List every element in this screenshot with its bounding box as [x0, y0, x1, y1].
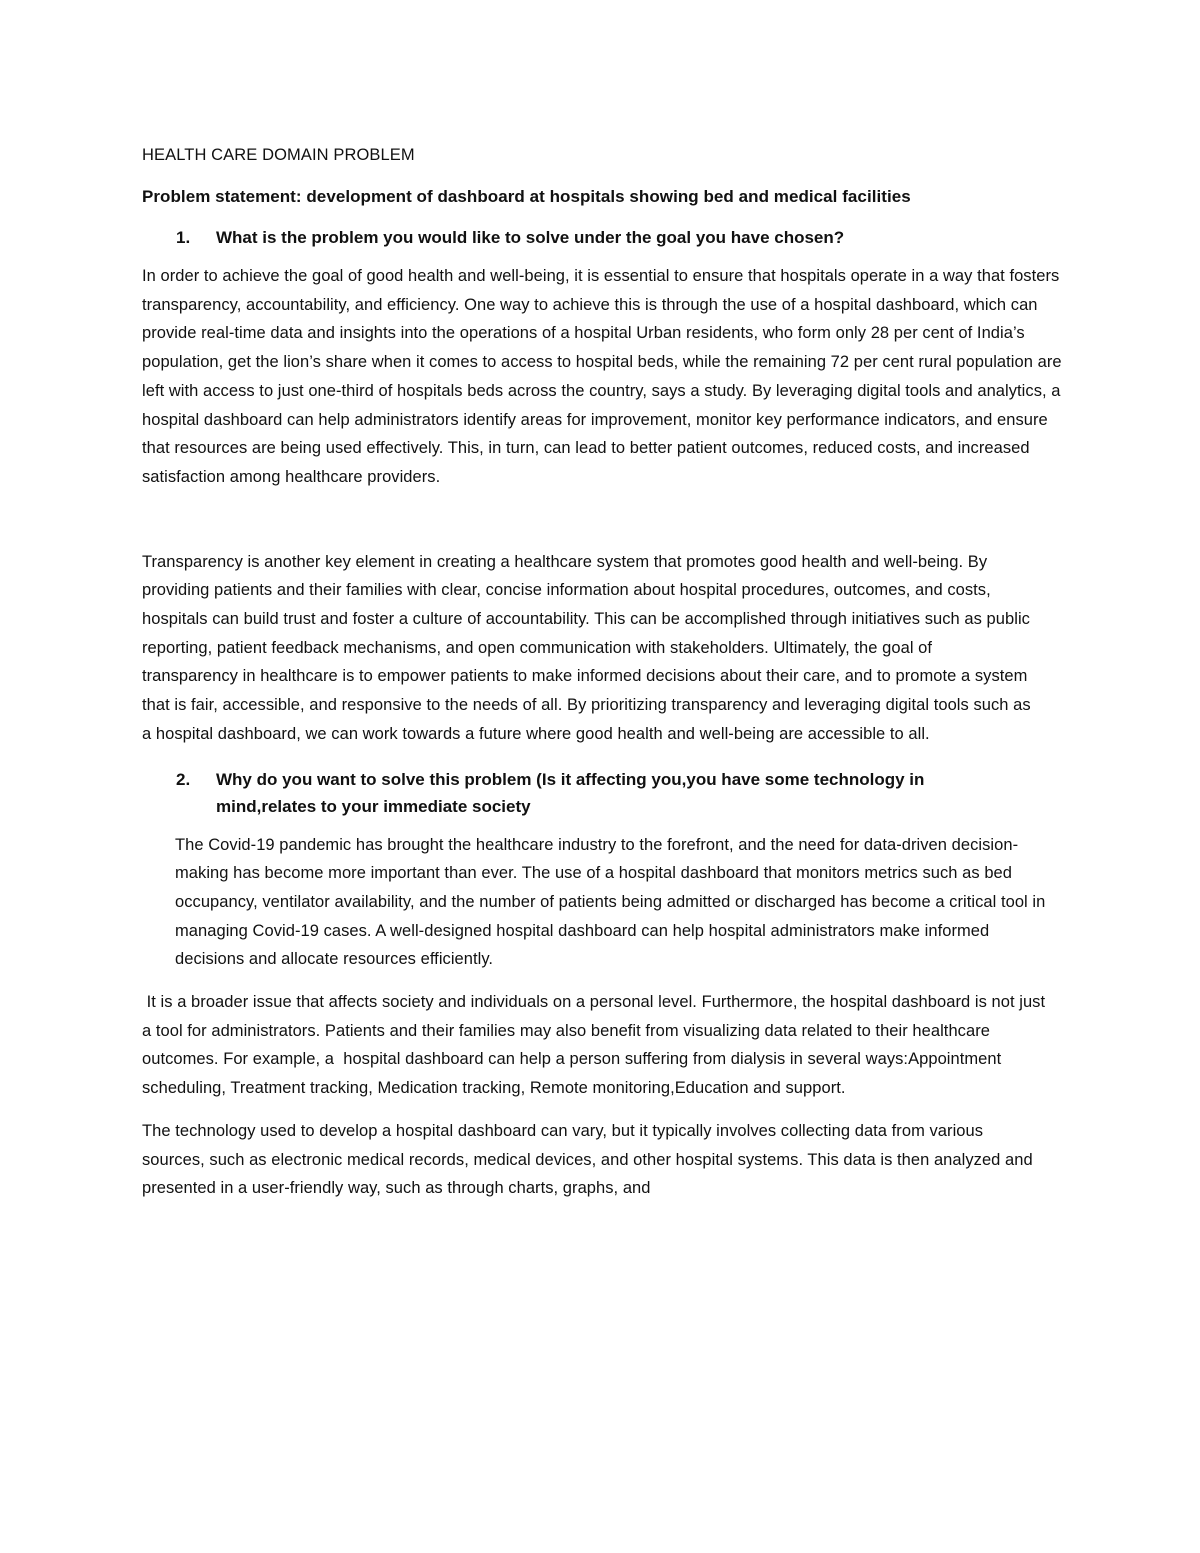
question-1: [142, 224, 1062, 251]
section-2-paragraph-3: The technology used to develop a hospital dashboard can vary, but it typically involves collecting data from various sources, such as electronic medical records, medical devices, and other hospital systems. This data is then analyzed and presented in a user-friendly way, such as through charts, graphs, and: [142, 1121, 1033, 1198]
section-2-paragraph-2: It is a broader issue that affects society and individuals on a personal level. Furthermore, the hospital dashboard is not just a tool for administrators. Patients and their families may also benefit from visualizing data related to their healthcare outcomes. For example, a hospital dashboard can help a person suffering from dialysis in several ways:Appointment scheduling, Treatment tracking, Medication tracking, Remote monitoring,Education and support.: [142, 993, 1050, 1098]
section-1-paragraph-1: In order to achieve the goal of good health and well-being, it is essential to ensure that hospitals operate in a way that fosters transparency, accountability, and efficiency. One way to achieve this is through the use of a hospital dashboard, which can provide real-time data and insights into the operations of a hospital Urban residents, who form only 28 per cent of India’s population, get the lion’s share when it comes to access to hospital beds, while the remaining 72 per cent rural population are left with access to just one-third of hospitals beds across the country, says a study. By leveraging digital tools and analytics, a hospital dashboard can help administrators identify areas for improvement, monitor key performance indicators, and ensure that resources are being used effectively. This, in turn, can lead to better patient outcomes, reduced costs, and increased satisfaction among healthcare providers.: [142, 267, 1062, 486]
document-title: HEALTH CARE DOMAIN PROBLEM: [142, 146, 415, 164]
question-2-text: Why do you want to solve this problem (Is it affecting you,you have some technology in mind,relates to your immediate society: [216, 769, 925, 816]
question-2-number: 2.: [176, 769, 191, 789]
question-2: [142, 766, 1062, 820]
question-1-text: What is the problem you would like to solve under the goal you have chosen?: [216, 228, 845, 247]
question-1-number: 1.: [176, 228, 191, 247]
section-2-paragraph-1: The Covid-19 pandemic has brought the healthcare industry to the forefront, and the need for data-driven decision-making has become more important than ever. The use of a hospital dashboard that monitors metrics such as bed occupancy, ventilator availability, and the number of patients being admitted or discharged has become a critical tool in managing Covid-19 cases. A well-designed hospital dashboard can help hospital administrators make informed decisions and allocate resources efficiently.: [175, 835, 1046, 969]
problem-statement: Problem statement: development of dashboard at hospitals showing bed and medical facilities: [142, 187, 911, 206]
document-body: [142, 146, 1062, 1203]
section-1-paragraph-2: Transparency is another key element in creating a healthcare system that promotes good health and well-being. By providing patients and their families with clear, concise information about hospital procedures, outcomes, and costs, hospitals can build trust and foster a culture of accountability. This can be accomplished through initiatives such as public reporting, patient feedback mechanisms, and open communication with stakeholders. Ultimately, the goal of transparency in healthcare is to empower patients to make informed decisions about their care, and to promote a system that is fair, accessible, and responsive to the needs of all. By prioritizing transparency and leveraging digital tools such as a hospital dashboard, we can work towards a future where good health and well-being are accessible to all.: [142, 552, 1031, 743]
